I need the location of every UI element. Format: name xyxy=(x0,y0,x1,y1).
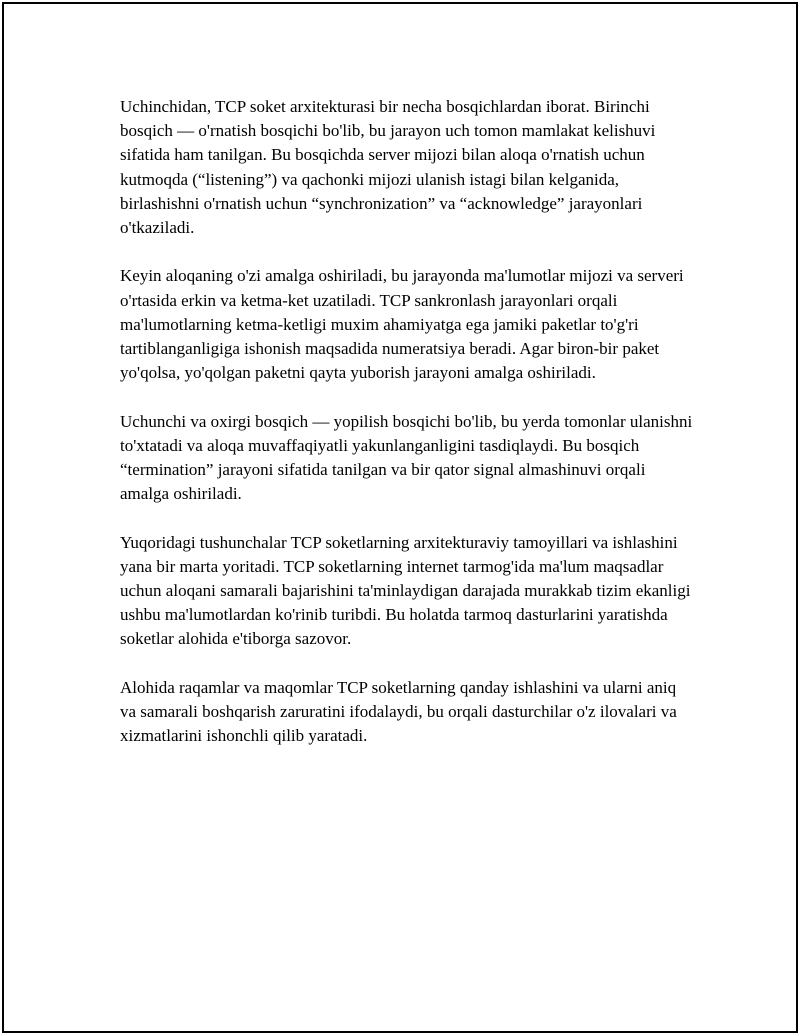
paragraph-2: Keyin aloqaning o'zi amalga oshiriladi, bu jarayonda ma'lumotlar mijozi va serveri o'rtasida erkin va ketma-ket uzatiladi. TCP sankronlash jarayonlari orqali ma'lumotlarning ketma-ketligi muxim ahamiyatga ega jamiki paketlar to'g'ri tartiblanganligiga ishonish maqsadida numeratsiya beradi. Agar biron-bir paket yo'qolsa, yo'qolgan paketni qayta yuborish jarayoni amalga oshiriladi. xyxy=(120,266,684,383)
page-frame xyxy=(2,2,798,1033)
paragraph-1: Uchinchidan, TCP soket arxitekturasi bir necha bosqichlardan iborat. Birinchi bosqich — o'rnatish bosqichi bo'lib, bu jarayon uch tomon mamlakat kelishuvi sifatida ham tanilgan. Bu bosqichda server mijozi bilan aloqa o'rnatish uchun kutmoqda (“listening”) va qachonki mijozi ulanish istagi bilan kelganida, birlashishni o'rnatish uchun “synchronization” va “acknowledge” jarayonlari o'tkaziladi. xyxy=(120,97,656,238)
paragraph-4: Yuqoridagi tushunchalar TCP soketlarning arxitekturaviy tamoyillari va ishlashini yana bir marta yoritadi. TCP soketlarning internet tarmog'ida ma'lum maqsadlar uchun aloqani samarali bajarishini ta'minlaydigan darajada murakkab tizim ekanligi ushbu ma'lumotlardan ko'rinib turibdi. Bu holatda tarmoq dasturlarini yaratishda soketlar alohida e'tiborga sazovor. xyxy=(120,532,691,649)
paragraph-5: Alohida raqamlar va maqomlar TCP soketlarning qanday ishlashini va ularni aniq va samarali boshqarish zaruratini ifodalaydi, bu orqali dasturchilar o'z ilovalari va xizmatlarini ishonchli qilib yaratadi. xyxy=(120,677,677,746)
paragraph-3: Uchunchi va oxirgi bosqich — yopilish bosqichi bo'lib, bu yerda tomonlar ulanishni to'xtatadi va aloqa muvaffaqiyatli yakunlanganligini tasdiqlaydi. Bu bosqich “termination” jarayoni sifatida tanilgan va bir qator signal almashinuvi orqali amalga oshiriladi. xyxy=(120,411,693,504)
document-body xyxy=(120,95,695,773)
